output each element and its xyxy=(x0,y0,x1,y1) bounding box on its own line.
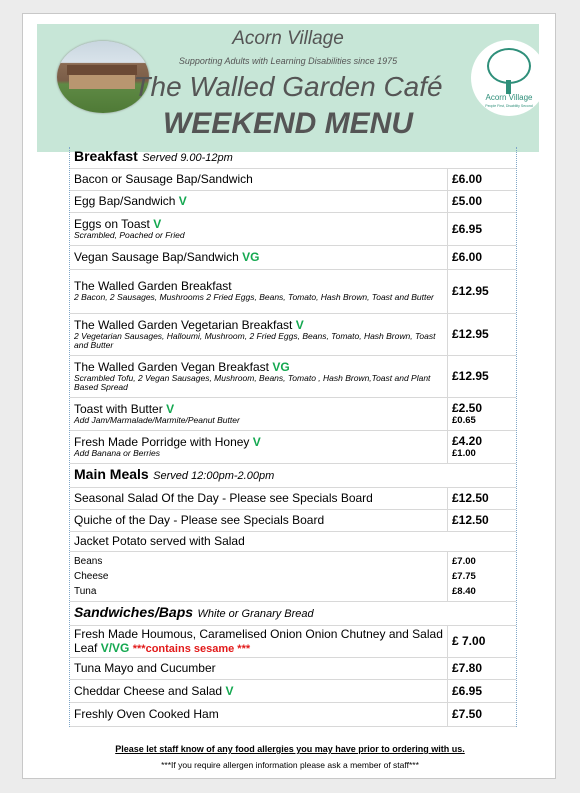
vegan-badge: VG xyxy=(272,359,290,374)
item-name: Jacket Potato served with Salad xyxy=(74,534,245,548)
item-description: Add Banana or Berries xyxy=(74,447,160,458)
menu-item: Freshly Oven Cooked Ham £7.50 xyxy=(70,702,516,726)
item-price: £4.20 xyxy=(452,434,483,448)
menu-item: Toast with Butter V Add Jam/Marmalade/Marmite/Peanut Butter £2.50 £0.65 xyxy=(70,397,516,430)
item-price: £2.50 xyxy=(452,401,483,415)
item-price: £7.50 xyxy=(448,702,517,726)
menu-title: WEEKEND MENU xyxy=(162,107,413,140)
item-price: £6.00 xyxy=(448,168,517,190)
menu-item: Bacon or Sausage Bap/Sandwich £6.00 xyxy=(70,168,516,190)
menu-item xyxy=(70,531,516,551)
item-description: 2 Bacon, 2 Sausages, Mushrooms 2 Fried Eggs, Beans, Tomato, Hash Brown, Toast and Butter xyxy=(74,292,434,303)
acorn-village-logo: Acorn Village People First, Disability Second xyxy=(471,40,547,116)
menu-page xyxy=(22,13,556,779)
item-description: Add Jam/Marmalade/Marmite/Peanut Butter xyxy=(74,414,240,425)
menu-item: Fresh Made Porridge with Honey V Add Banana or Berries £4.20 £1.00 xyxy=(70,430,516,463)
org-name: Acorn Village xyxy=(232,28,344,49)
vegetarian-badge: V xyxy=(252,434,261,449)
menu-item: Egg Bap/Sandwich V £5.00 xyxy=(70,190,516,212)
vegan-badge: VG xyxy=(242,250,260,264)
item-price: £12.95 xyxy=(448,355,517,397)
allergy-notice: Please let staff know of any food allergies you may have prior to ordering with us. xyxy=(115,744,465,754)
tree-icon xyxy=(487,48,531,84)
menu-item: Cheddar Cheese and Salad V £6.95 xyxy=(70,679,516,702)
main-meals-heading xyxy=(70,463,516,487)
menu-item: Vegan Sausage Bap/Sandwich VG £6.00 xyxy=(70,245,516,269)
section-title: Sandwiches/Baps xyxy=(74,604,194,620)
filling-name: Cheese xyxy=(74,570,109,582)
item-price: £6.00 xyxy=(448,245,517,269)
allergen-info-notice: ***If you require allergen information please ask a member of staff*** xyxy=(161,760,419,770)
vegetarian-badge: V xyxy=(295,317,304,332)
item-description: Scrambled, Poached or Fried xyxy=(74,229,185,240)
item-price: £6.95 xyxy=(448,212,517,245)
addon-price: £0.65 xyxy=(452,415,476,426)
breakfast-heading xyxy=(70,147,516,168)
item-price: £6.95 xyxy=(448,679,517,702)
item-price: £5.00 xyxy=(448,190,517,212)
jacket-fillings xyxy=(70,551,516,601)
item-price: £12.95 xyxy=(448,269,517,313)
sandwiches-heading xyxy=(70,601,516,625)
org-tagline: Supporting Adults with Learning Disabilities since 1975 xyxy=(178,56,398,66)
menu-item: The Walled Garden Breakfast 2 Bacon, 2 Sausages, Mushrooms 2 Fried Eggs, Beans, Tomato, Hash Brown, Toast and Butter £12.95 xyxy=(70,269,516,313)
section-title: Breakfast xyxy=(74,148,138,165)
allergen-warning: ***contains sesame *** xyxy=(132,642,251,655)
menu-item: Fresh Made Houmous, Caramelised Onion Onion Chutney and Salad Leaf V/VG ***contains sesame *** £ 7.00 xyxy=(70,625,516,657)
section-served: Served 9.00-12pm xyxy=(142,152,233,165)
section-served: Served 12:00pm-2.00pm xyxy=(153,470,275,482)
item-description: Scrambled Tofu, 2 Vegan Sausages, Mushroom, Beans, Tomato , Hash Brown,Toast and Plant Based Spread xyxy=(74,372,431,392)
filling-price: £8.40 xyxy=(452,585,476,597)
filling-price: £7.00 xyxy=(452,555,476,567)
section-title: Main Meals xyxy=(74,466,149,482)
vegetarian-vegan-badge: V/VG xyxy=(100,640,130,655)
menu-header xyxy=(37,24,539,152)
addon-price: £1.00 xyxy=(452,448,476,459)
section-note: White or Granary Bread xyxy=(197,608,314,620)
item-price: £ 7.00 xyxy=(448,625,517,657)
filling-name: Tuna xyxy=(74,585,97,597)
item-price: £12.50 xyxy=(448,487,517,509)
menu-item: Eggs on Toast V Scrambled, Poached or Fried £6.95 xyxy=(70,212,516,245)
item-price: £12.50 xyxy=(448,509,517,531)
item-price: £7.80 xyxy=(448,657,517,679)
vegetarian-badge: V xyxy=(178,194,187,208)
item-description: 2 Vegetarian Sausages, Halloumi, Mushroom, 2 Fried Eggs, Beans, Tomato, Hash Brown, Toast and Butter xyxy=(74,330,436,350)
filling-price: £7.75 xyxy=(452,570,476,582)
item-price: £12.95 xyxy=(448,313,517,355)
menu-item: Tuna Mayo and Cucumber £7.80 xyxy=(70,657,516,679)
cafe-name: The Walled Garden Café xyxy=(133,71,443,102)
menu-table xyxy=(69,147,517,727)
vegetarian-badge: V xyxy=(225,683,234,698)
menu-item: The Walled Garden Vegetarian Breakfast V 2 Vegetarian Sausages, Halloumi, Mushroom, 2 Fried Eggs, Beans, Tomato, Hash Brown, Toast and Butter £12.95 xyxy=(70,313,516,355)
vegetarian-badge: V xyxy=(153,216,162,231)
menu-item: Quiche of the Day - Please see Specials Board £12.50 xyxy=(70,509,516,531)
menu-item: The Walled Garden Vegan Breakfast VG Scrambled Tofu, 2 Vegan Sausages, Mushroom, Beans, Tomato , Hash Brown,Toast and Plant Based Spread £12.95 xyxy=(70,355,516,397)
menu-item: Seasonal Salad Of the Day - Please see Specials Board £12.50 xyxy=(70,487,516,509)
filling-name: Beans xyxy=(74,555,103,567)
vegetarian-badge: V xyxy=(166,401,175,416)
